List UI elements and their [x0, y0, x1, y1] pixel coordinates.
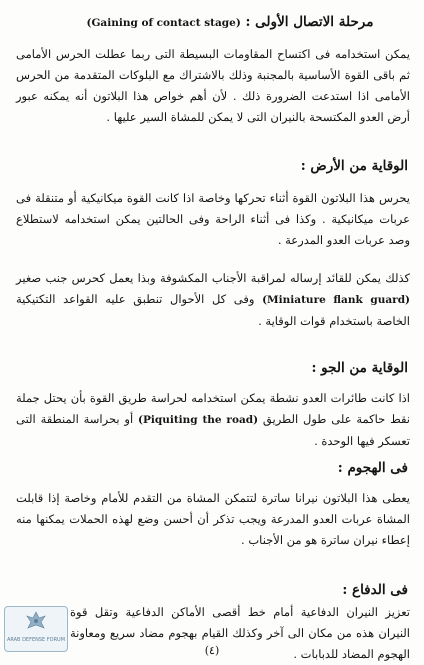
section-attack-body: يعطى هذا البلاتون نيرانا ساترة لتتمكن المشاة من التقدم للأمام وخاصة إذا قابلت المشاة عربات العدو المدرعة ويجب تذكر أن أحسن وضع لهذه الحملات يمكنها منه إعطاء نيران ساترة هو من الأجناب . — [16, 491, 410, 547]
section-gaining-contact-body: يمكن استخدامه فى اكتساح المقاومات البسيطة التى ربما عطلت الحرس الأمامى ثم باقى القوة الأساسية بالمجنبة وذلك بالاشتراك مع البلوكات المتقدمة من الحرس الأمامى اذا استدعت الضرورة ذلك . لأن أهم خواص هذا البلاتون أنه يمكنه عبور أرض العدو المكتسحة بالنيران التى لا يمكن للمشاة السير عليها . — [16, 47, 410, 124]
heading-arabic: مرحلة الاتصال الأولى : — [245, 14, 374, 30]
section-ground-protection-heading: الوقاية من الأرض : — [300, 158, 408, 174]
section-defense-heading: فى الدفاع : — [342, 582, 408, 598]
watermark-logo — [4, 606, 68, 652]
eagle-icon — [25, 610, 47, 634]
watermark-text: ARAB DEFENSE FORUM — [6, 637, 66, 643]
heading-english: (Gaining of contact stage) — [86, 17, 241, 29]
flank-text-1: كذلك يمكن للقائد إرساله لمراقبة الأجناب المكشوفة وبذا يعمل كحرس جنب صغير — [16, 271, 410, 285]
flank-english-term: (Miniature flank guard) — [262, 294, 411, 306]
section-gaining-contact-heading — [70, 14, 390, 30]
air-text-1: اذا كانت طائرات العدو نشطة يمكن استخدامه لحراسة طريق القوة بأن يحتل جملة نقط حاكمة على طول الطريق — [16, 391, 411, 426]
section-ground-protection-flank — [16, 268, 410, 332]
air-text-2: أو بحراسة المنطقة التى تعسكر فيها الوحدة . — [16, 412, 410, 448]
section-ground-protection-body: يحرس هذا البلاتون القوة أثناء تحركها وخاصة اذا كانت القوة ميكانيكية أو متنقلة فى عربات ميكانيكية . وكذا فى أثناء الراحة وفى الحالتين يمكن استخدامه لاستطلاع وصد عربات العدو المدرعة . — [16, 191, 410, 247]
page-number: (٤) — [204, 644, 220, 657]
flank-text-2: وفى كل الأحوال تنطبق عليه القواعد التكتيكية الخاصة باستخدام قوات الوقاية . — [16, 292, 410, 328]
section-air-protection-body — [16, 388, 410, 452]
section-defense-body: تعزيز النيران الدفاعية أمام خط أقصى الأماكن الدفاعية وتقل قوة النيران هذه من مكان الى آخر وكذلك القيام بهجوم مضاد سريع ومعاونة الهجوم المضاد للدبابات . — [70, 605, 410, 661]
section-air-protection-heading: الوقاية من الجو : — [311, 360, 408, 376]
section-attack-heading: فى الهجوم : — [337, 460, 408, 476]
air-english-term: (Piquiting the road) — [138, 414, 259, 426]
